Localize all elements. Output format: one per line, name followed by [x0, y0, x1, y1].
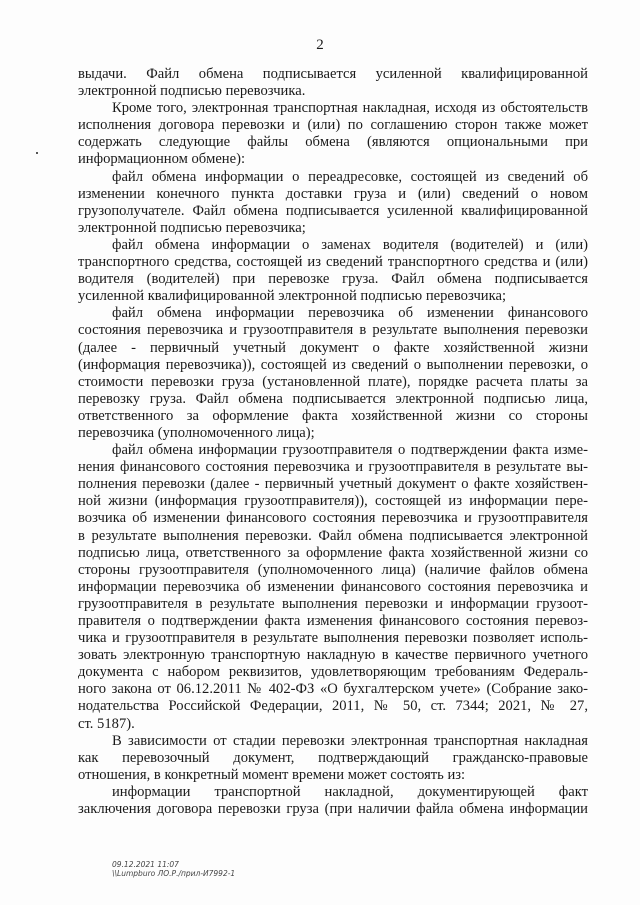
paragraph-line: электронной подписью перевозчика. [78, 83, 306, 100]
footer-timestamp: 09.12.2021 11:07 [112, 860, 179, 869]
paragraph-line: файл обмена информации перевозчика об изменении финансового [112, 305, 588, 322]
paragraph-line: водителя (водителей) при перевозке груза. Файл обмена подписывается [78, 271, 588, 288]
paragraph-line: (информация перевозчика)), состоящей из сведений о выполнении перевозки, о [78, 356, 588, 373]
footer-file-path: \\Lumpburo ЛО.Р./прил-И7992-1 [112, 869, 236, 878]
paragraph-line: электронной подписью перевозчика; [78, 219, 306, 236]
paragraph-line: транспортного средства, состоящей из сведений транспортного средства и (или) [78, 254, 588, 271]
paragraph-line: состояния перевозчика и грузоотправителя в результате выполнения перевозки [78, 322, 588, 339]
paragraph-line: усиленной квалифицированной электронной подписью перевозчика; [78, 288, 507, 305]
paragraph [78, 237, 588, 305]
paragraph-line: полнения перевозки (далее - первичный учетный документ о факте хозяйствен- [78, 476, 588, 493]
paragraph-line: файл обмена информации о переадресовке, состоящей из сведений об [112, 168, 588, 185]
paragraph-line: отношения, в конкретный момент времени может состоять из: [78, 766, 466, 783]
paragraph-line: перевозчика (уполномоченного лица); [78, 424, 315, 441]
paragraph-line: перевозку груза. Файл обмена подписывается электронной подписью лица, [78, 390, 588, 407]
paragraph-line: информации перевозчика об изменении финансового состояния перевозчика и [78, 578, 588, 595]
paragraph-line: исполнения договора перевозки и (или) по соглашению сторон также может [78, 117, 588, 134]
paragraph-line: в результате выполнения перевозки. Файл обмена подписывается электронной [78, 527, 588, 544]
paragraph-line: изменении конечного пункта доставки груза и (или) сведений о новом [78, 185, 588, 202]
paragraph-line: информации транспортной накладной, документирующей факт [112, 783, 588, 800]
paragraph-line: выдачи. Файл обмена подписывается усиленной квалифицированной [78, 66, 588, 82]
paragraph [78, 169, 588, 237]
paragraph-line: стороны грузоотправителя (уполномоченного лица) (наличие файлов обмена [78, 561, 588, 578]
page-number: 2 [316, 37, 324, 53]
scan-mark [36, 152, 38, 154]
paragraph-line: ст. 5187). [78, 715, 135, 732]
paragraph-line: ной жизни (информация грузоотправителя)), состоящей из информации пере- [78, 493, 588, 510]
paragraph-line: грузоотправителя в результате выполнения перевозки и информации грузоот- [78, 595, 588, 612]
paragraph-line: нения финансового состояния перевозчика и грузоотправителя в результате вы- [78, 459, 588, 476]
paragraph-line: файл обмена информации грузоотправителя о подтверждении факта изме- [112, 442, 588, 459]
paragraph-line: файл обмена информации о заменах водителя (водителей) и (или) [112, 236, 588, 253]
paragraph-line: заключения договора перевозки груза (при наличии файла обмена информации [78, 801, 588, 818]
paragraph-line: документа с набором реквизитов, удовлетворяющим требованиям Федераль- [78, 664, 588, 681]
paragraph [78, 733, 588, 784]
paragraph [78, 442, 588, 733]
paragraph [78, 784, 588, 818]
document-body [78, 66, 588, 818]
paragraph-line: нодательства Российской Федерации, 2011, № 50, ст. 7344; 2021, № 27, [78, 698, 588, 715]
paragraph-line: ответственного за оформление факта хозяйственной жизни со стороны [78, 407, 588, 424]
paragraph-line: содержать следующие файлы обмена (являются опциональными при [78, 134, 588, 151]
paragraph-line: правителя о подтверждении факта изменения финансового состояния перевоз- [78, 613, 588, 629]
paragraph-line: стоимости перевозки груза (установленной плате), порядке расчета платы за [78, 373, 588, 390]
footer-stamp [112, 860, 235, 878]
paragraph [78, 305, 588, 442]
paragraph-line: чика и грузоотправителя в результате выполнения перевозки позволяет исполь- [78, 630, 588, 647]
paragraph [78, 66, 588, 100]
paragraph-line: (далее - первичный учетный документ о факте хозяйственной жизни [78, 339, 588, 356]
paragraph-line: грузополучателе. Файл обмена подписывается усиленной квалифицированной [78, 202, 588, 219]
paragraph-line: как перевозочный документ, подтверждающий гражданско-правовые [78, 749, 588, 766]
paragraph-line: подписью лица, ответственного за оформление факта хозяйственной жизни со [78, 544, 588, 561]
paragraph-line: В зависимости от стадии перевозки электронная транспортная накладная [112, 732, 588, 749]
paragraph-line: зовать электронную транспортную накладную в качестве первичного учетного [78, 647, 588, 664]
paragraph-line: Кроме того, электронная транспортная накладная, исходя из обстоятельств [112, 100, 588, 117]
paragraph-line: возчика об изменении финансового состояния перевозчика и грузоотправителя [78, 510, 588, 527]
paragraph-line: ного закона от 06.12.2011 № 402-ФЗ «О бухгалтерском учете» (Собрание зако- [78, 681, 588, 698]
paragraph [78, 100, 588, 168]
paragraph-line: информационном обмене): [78, 151, 245, 168]
